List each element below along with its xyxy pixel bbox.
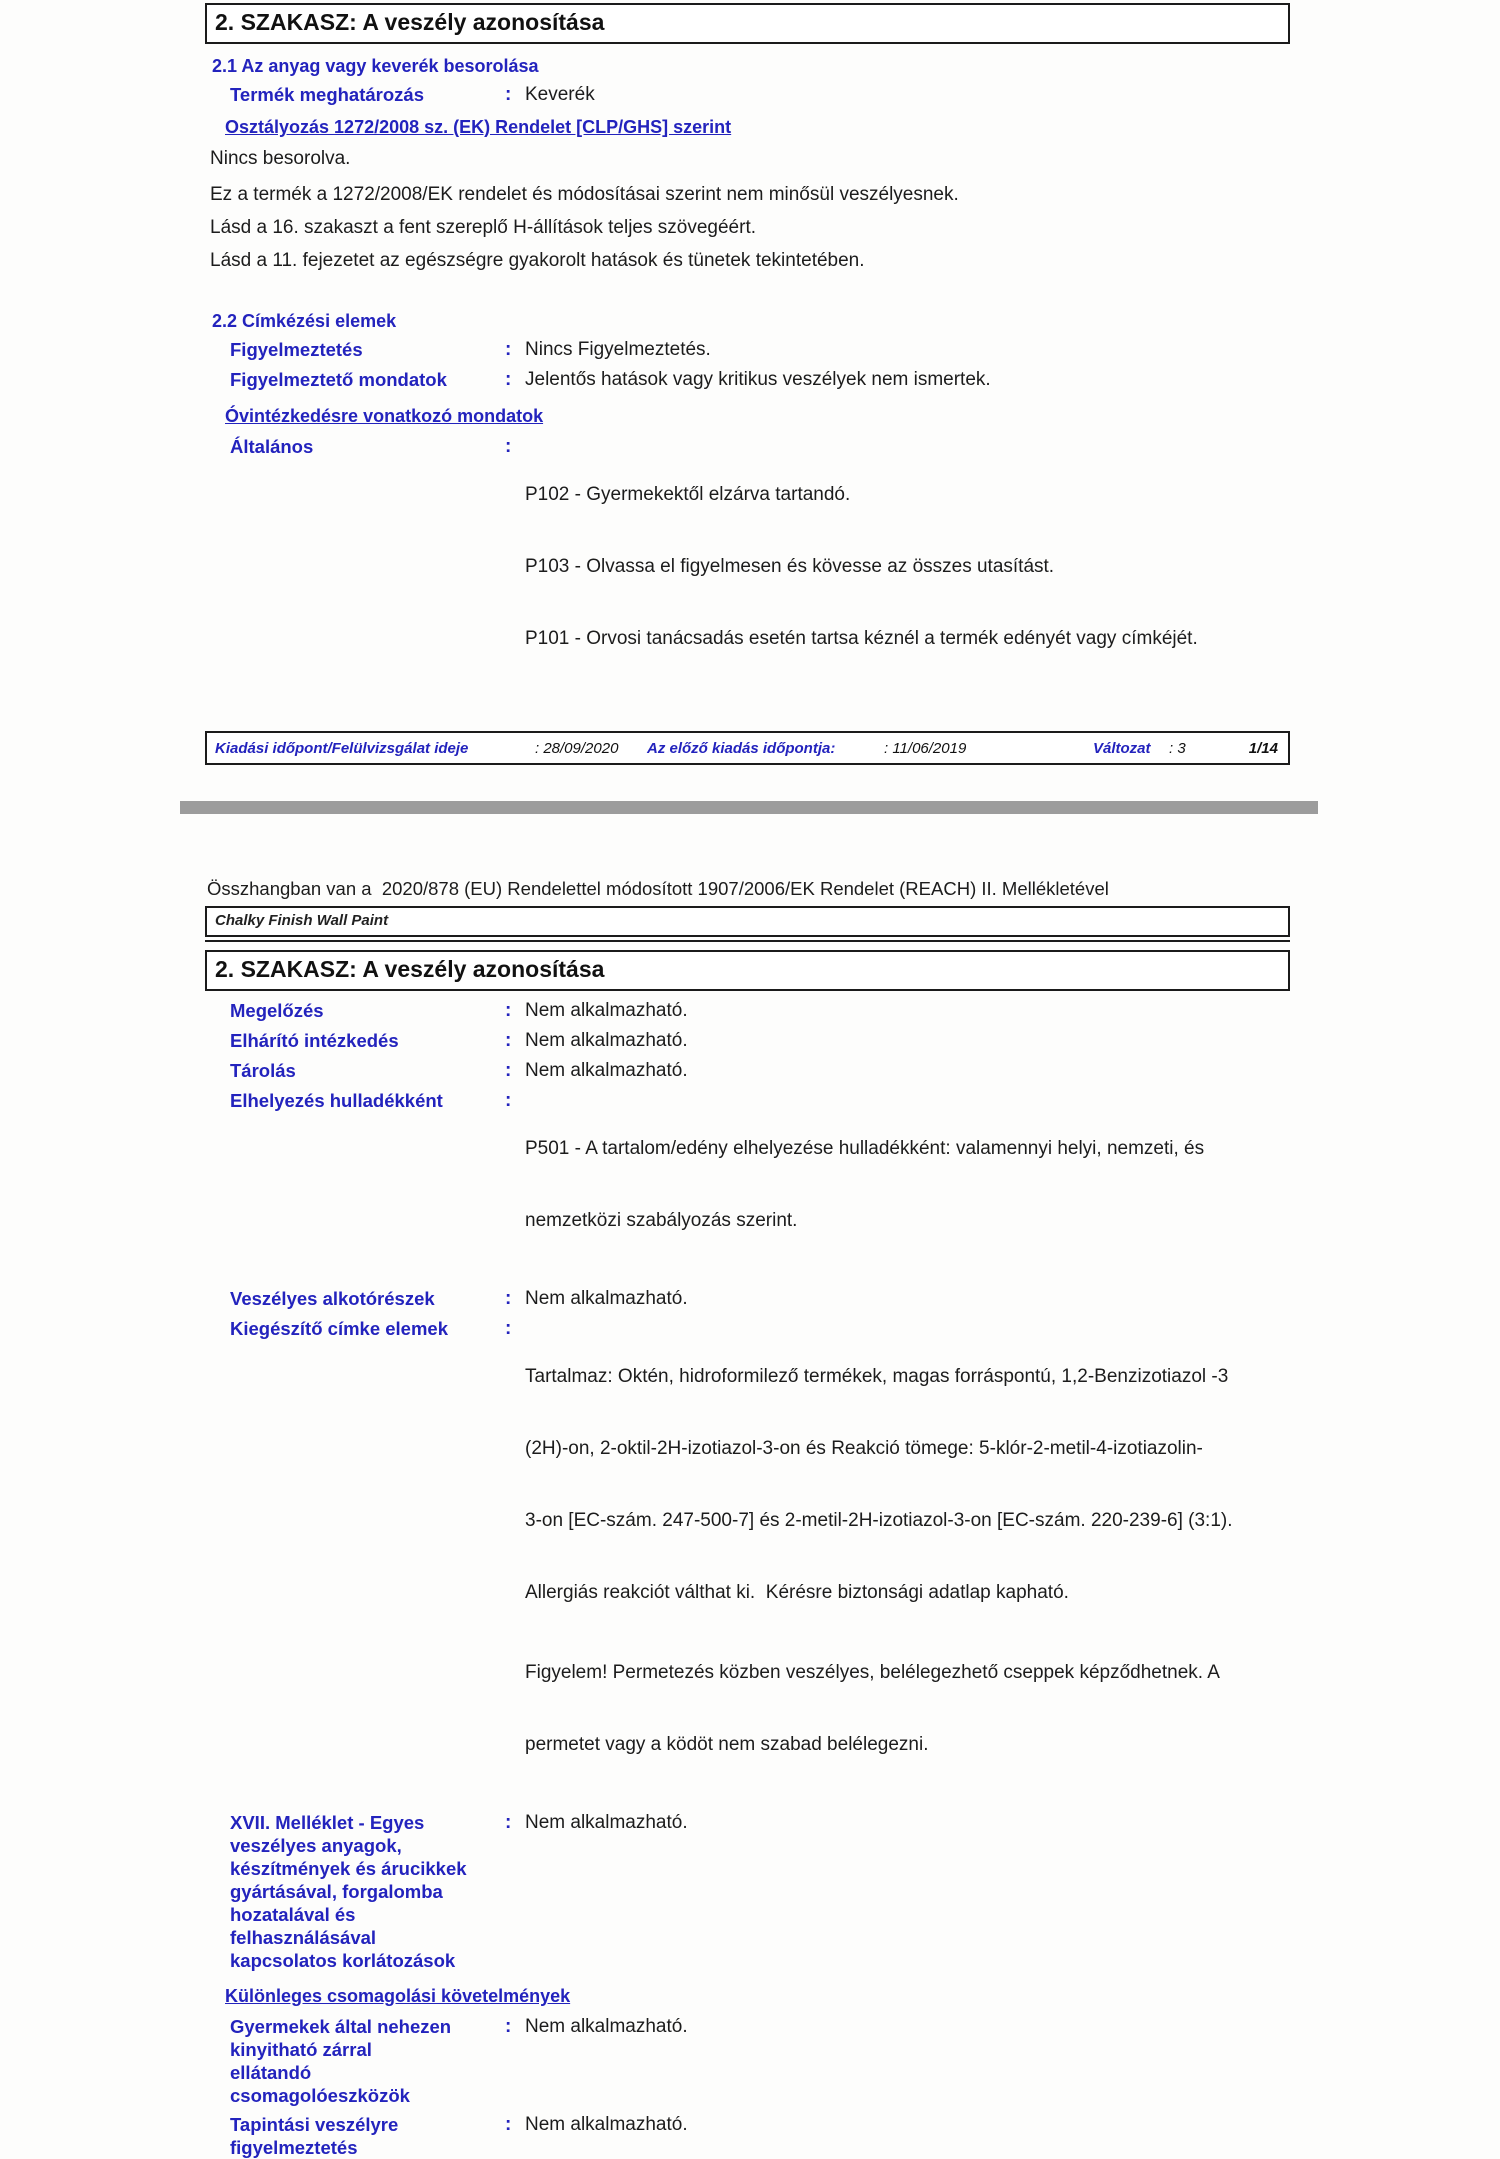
label-line: Tapintási veszélyre xyxy=(230,2114,399,2135)
value-line: Tartalmaz: Oktén, hidroformilező termékek, magas forráspontú, 1,2-Benzizotiazol -3 xyxy=(525,1366,1229,1387)
label-line: kinyitható zárral xyxy=(230,2039,372,2060)
storage-row xyxy=(205,1059,1290,1083)
prevention-row xyxy=(205,999,1290,1023)
field-label: Általános xyxy=(230,436,314,457)
signal-word-row xyxy=(205,338,1290,362)
page-number: 1/14 xyxy=(1248,740,1278,757)
annex-xvii-row xyxy=(205,1811,1290,1972)
value-line: (2H)-on, 2-oktil-2H-izotiazol-3-on és Reakció tömege: 5-klór-2-metil-4-izotiazolin- xyxy=(525,1438,1203,1459)
sds-document xyxy=(205,0,1290,2159)
field-colon: : xyxy=(505,369,512,390)
field-value: Jelentős hatások vagy kritikus veszélyek nem ismertek. xyxy=(525,369,991,390)
subsection-2-1-heading: 2.1 Az anyag vagy keverék besorolása xyxy=(212,56,539,76)
field-value: Keverék xyxy=(525,84,595,105)
field-label xyxy=(230,2113,505,2159)
statement-2: Lásd a 16. szakaszt a fent szereplő H-állítások teljes szövegéért. xyxy=(210,217,756,238)
not-classified-text: Nincs besorolva. xyxy=(210,148,351,169)
field-colon: : xyxy=(505,2114,512,2135)
product-name: Chalky Finish Wall Paint xyxy=(215,912,389,929)
field-colon: : xyxy=(505,1060,512,1081)
version-label: Változat xyxy=(1093,740,1151,757)
field-value: Nem alkalmazható. xyxy=(525,1812,688,1833)
previous-date-value: : 11/06/2019 xyxy=(884,740,967,757)
tactile-warning-row xyxy=(205,2113,1290,2159)
field-value: Nem alkalmazható. xyxy=(525,1288,688,1309)
value-line: P501 - A tartalom/edény elhelyezése hulladékként: valamennyi helyi, nemzeti, és xyxy=(525,1138,1205,1159)
field-label: Figyelmeztetés xyxy=(230,339,363,360)
section-title: 2. SZAKASZ: A veszély azonosítása xyxy=(215,956,605,982)
field-label: Tárolás xyxy=(230,1060,296,1081)
product-name-box xyxy=(205,906,1290,937)
field-label: Elhelyezés hulladékként xyxy=(230,1090,443,1111)
precautionary-statements-link: Óvintézkedésre vonatkozó mondatok xyxy=(225,406,544,426)
field-value: Nincs Figyelmeztetés. xyxy=(525,339,711,360)
page-divider-bar xyxy=(180,801,1318,814)
section-2-title-box-page1 xyxy=(205,3,1290,44)
field-label: Termék meghatározás xyxy=(230,84,424,105)
page-footer-box xyxy=(205,731,1290,765)
child-resistant-row xyxy=(205,2015,1290,2107)
statement-3: Lásd a 11. fejezetet az egészségre gyakorolt hatások és tünetek tekintetében. xyxy=(210,250,865,271)
product-definition-row xyxy=(205,83,1290,107)
label-line: XVII. Melléklet - Egyes xyxy=(230,1812,425,1833)
value-line: nemzetközi szabályozás szerint. xyxy=(525,1210,798,1231)
field-value xyxy=(525,1317,1290,1805)
value-line: Figyelem! Permetezés közben veszélyes, belélegezhető cseppek képződhetnek. A xyxy=(525,1662,1220,1683)
horizontal-rule xyxy=(205,940,1290,942)
field-colon: : xyxy=(505,339,512,360)
field-label: Figyelmeztető mondatok xyxy=(230,369,447,390)
label-line: veszélyes anyagok, xyxy=(230,1835,402,1856)
hazard-statements-row xyxy=(205,368,1290,392)
supplemental-label-row xyxy=(205,1317,1290,1805)
version-value: : 3 xyxy=(1169,740,1186,757)
field-colon: : xyxy=(505,1030,512,1051)
field-value: Nem alkalmazható. xyxy=(525,2114,688,2135)
value-line: 3-on [EC-szám. 247-500-7] és 2-metil-2H-izotiazol-3-on [EC-szám. 220-239-6] (3:1). xyxy=(525,1510,1233,1531)
field-value: Nem alkalmazható. xyxy=(525,1000,688,1021)
value-line: permetet vagy a ködöt nem szabad belélegezni. xyxy=(525,1734,929,1755)
field-label xyxy=(230,2015,505,2107)
previous-date-label: Az előző kiadás időpontja: xyxy=(647,740,836,757)
compliance-statement: Összhangban van a 2020/878 (EU) Rendelettel módosított 1907/2006/EK Rendelet (REACH) II. Mellékletével xyxy=(207,878,1109,899)
field-label: Kiegészítő címke elemek xyxy=(230,1318,448,1339)
label-line: Gyermekek által nehezen xyxy=(230,2016,452,2037)
label-line: felhasználásával xyxy=(230,1927,377,1948)
label-line: csomagolóeszközök xyxy=(230,2085,410,2106)
field-colon: : xyxy=(505,1318,512,1339)
disposal-row xyxy=(205,1089,1290,1281)
label-line: kapcsolatos korlátozások xyxy=(230,1950,456,1971)
label-line: hozatalával és xyxy=(230,1904,356,1925)
field-colon: : xyxy=(505,1288,512,1309)
p-statement-line: P103 - Olvassa el figyelmesen és kövesse az összes utasítást. xyxy=(525,556,1055,577)
label-line: gyártásával, forgalomba xyxy=(230,1881,443,1902)
response-row xyxy=(205,1029,1290,1053)
section-2-title-box-page2 xyxy=(205,950,1290,991)
field-colon: : xyxy=(505,84,512,105)
section-title: 2. SZAKASZ: A veszély azonosítása xyxy=(215,9,605,35)
general-precautions-row xyxy=(205,435,1290,699)
statement-1: Ez a termék a 1272/2008/EK rendelet és módosításai szerint nem minősül veszélyesnek. xyxy=(210,184,959,205)
field-colon: : xyxy=(505,436,512,457)
field-value: Nem alkalmazható. xyxy=(525,2016,688,2037)
field-colon: : xyxy=(505,1000,512,1021)
p-statement-line: P101 - Orvosi tanácsadás esetén tartsa kéznél a termék edényét vagy címkéjét. xyxy=(525,628,1198,649)
issue-date-value: : 28/09/2020 xyxy=(535,740,619,757)
label-line: ellátandó xyxy=(230,2062,312,2083)
field-colon: : xyxy=(505,2016,512,2037)
hazardous-ingredients-row xyxy=(205,1287,1290,1311)
field-value xyxy=(525,1089,1290,1281)
field-colon: : xyxy=(505,1812,512,1833)
label-line: készítmények és árucikkek xyxy=(230,1858,467,1879)
value-line: Allergiás reakciót válthat ki. Kérésre biztonsági adatlap kapható. xyxy=(525,1582,1069,1603)
field-colon: : xyxy=(505,1090,512,1111)
field-value xyxy=(525,435,1290,699)
classification-link: Osztályozás 1272/2008 sz. (EK) Rendelet [CLP/GHS] szerint xyxy=(225,117,732,137)
packaging-requirements-link: Különleges csomagolási követelmények xyxy=(225,1986,571,2006)
field-label xyxy=(230,1811,505,1972)
field-label: Elhárító intézkedés xyxy=(230,1030,399,1051)
label-line: figyelmeztetés xyxy=(230,2137,358,2158)
p-statement-line: P102 - Gyermekektől elzárva tartandó. xyxy=(525,484,851,505)
issue-date-label: Kiadási időpont/Felülvizsgálat ideje xyxy=(215,740,469,757)
field-value: Nem alkalmazható. xyxy=(525,1030,688,1051)
subsection-2-2-heading: 2.2 Címkézési elemek xyxy=(212,311,397,331)
field-label: Megelőzés xyxy=(230,1000,324,1021)
field-label: Veszélyes alkotórészek xyxy=(230,1288,435,1309)
field-value: Nem alkalmazható. xyxy=(525,1060,688,1081)
